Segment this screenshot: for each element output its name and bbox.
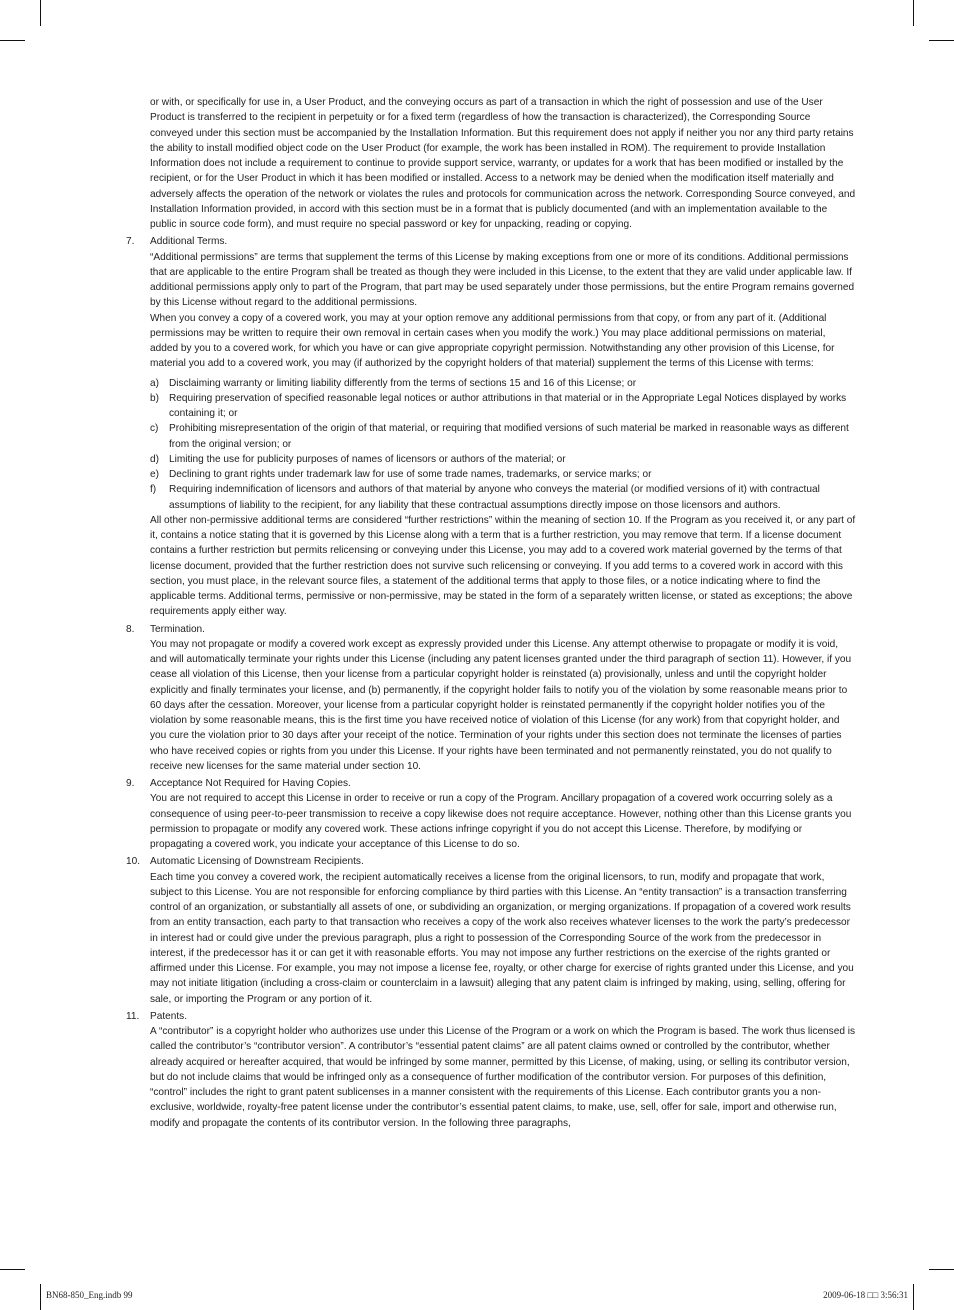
list-text: Declining to grant rights under trademark law for use of some trade names, trademarks, or service marks; or (169, 469, 652, 480)
list-item (150, 467, 856, 482)
section-10 (126, 854, 856, 1007)
section-number: 7. (126, 236, 135, 248)
section-paragraph: You may not propagate or modify a covered work except as expressly provided under this License. Any attempt otherwise to propagate or modify it is void, and will automatically terminate your rights under this License (including any patent licenses granted under the third paragraph of section 11). However, if you cease all violation of this License, then your license from a particular copyright holder is reinstated (a) provisionally, unless and until the copyright holder explicitly and finally terminates your license, and (b) permanently, if the copyright holder fails to notify you of the violation by some reasonable means prior to 60 days after the cessation. Moreover, your license from a particular copyright holder is reinstated permanently if the copyright holder notifies you of the violation by some reasonable means, this is the first time you have received notice of violation of this License (for any work) from that copyright holder, and you cure the violation prior to 30 days after your receipt of the notice. Termination of your rights under this section does not terminate the licenses of parties who have received copies or rights from you under this License. If your rights have been terminated and not permanently reinstated, you do not qualify to receive new licenses for the same material under section 10. (150, 638, 852, 772)
section-title: Termination. (150, 623, 205, 635)
footer-timestamp: 2009-06-18 □□ 3:56:31 (823, 1290, 908, 1300)
crop-mark (929, 40, 954, 41)
crop-mark (929, 1269, 954, 1270)
crop-mark (0, 40, 25, 41)
section-paragraph: Each time you convey a covered work, the recipient automatically receives a license from the original licensors, to run, modify and propagate that work, subject to this License. You are not responsible for enforcing compliance by third parties with this License. An “entity transaction” is a transaction transferring control of an organization, or substantially all assets of one, or subdividing an organization, or merging organizations. If propagation of a covered work results from an entity transaction, each party to that transaction who receives a copy of the work also receives whatever licenses to the work the party’s predecessor in interest had or could give under the previous paragraph, plus a right to possession of the Corresponding Source of the work from the predecessor in interest, if the predecessor has it or can get it with reasonable efforts. You may not impose any further restrictions on the exercise of the rights granted or affirmed under this License. For example, you may not impose a license fee, royalty, or other charge for exercise of rights granted under this License, and you may not initiate litigation (including a cross-claim or counterclaim in a lawsuit) alleging that any patent claim is infringed by making, using, selling, offering for sale, or importing the Program or any portion of it. (150, 871, 854, 1005)
section-paragraph: “Additional permissions” are terms that supplement the terms of this License by making exceptions from one or more of its conditions. Additional permissions that are applicable to the entire Program shall be treated as though they were included in this License, to the extent that they are valid under applicable law. If additional permissions apply only to part of the Program, that part may be used separately under those permissions, but the entire Program remains governed by this License without regard to the additional permissions. (150, 251, 855, 309)
list-text: Prohibiting misrepresentation of the origin of that material, or requiring that modified versions of such material be marked in reasonable ways as different from the original version; or (169, 423, 849, 450)
license-text (126, 95, 856, 1131)
section-paragraph: A “contributor” is a copyright holder who authorizes use under this License of the Program or a work on which the Program is based. The work thus licensed is called the contributor’s “contributor version”. A contributor’s “essential patent claims” are all patent claims owned or controlled by the contributor, whether already acquired or hereafter acquired, that would be infringed by some manner, permitted by this License, of making, using, or selling its contributor version, but do not include claims that would be infringed only as a consequence of further modification of the contributor version. For purposes of this definition, “control” includes the right to grant patent sublicenses in a manner consistent with the requirements of this License. Each contributor grants you a non-exclusive, worldwide, royalty-free patent license under the contributor’s essential patent claims, to make, use, sell, offer for sale, import and otherwise run, modify and propagate the contents of its contributor version. In the following three paragraphs, (150, 1026, 856, 1129)
section-title: Patents. (150, 1010, 188, 1022)
section-number: 9. (126, 778, 135, 789)
section-8 (126, 622, 856, 775)
intro-paragraph: or with, or specifically for use in, a User Product, and the conveying occurs as part of a transaction in which the right of possession and use of the User Product is transferred to the recipient in perpetuity or for a fixed term (regardless of how the transaction is characterized), the Corresponding Source conveyed under this section must be accompanied by the Installation Information. But this requirement does not apply if neither you nor any third party retains the ability to install modified object code on the User Product (for example, the work has been installed in ROM). The requirement to provide Installation Information does not include a requirement to continue to provide support service, warranty, or updates for a work that has been modified or installed by the recipient, or for the User Product in which it has been modified or installed. Access to a network may be denied when the modification itself materially and adversely affects the operation of the network or violates the rules and protocols for communication across the network. Corresponding Source conveyed, and Installation Information provided, in accord with this section must be in a format that is publicly documented (and with an implementation available to the public in source code form), and must require no special password or key for unpacking, reading or copying. (150, 97, 856, 230)
section-title: Automatic Licensing of Downstream Recipients. (150, 856, 364, 868)
list-item (150, 376, 856, 391)
crop-mark (40, 0, 41, 26)
list-letter: a) (150, 377, 159, 389)
crop-mark (913, 1284, 914, 1310)
list-item (150, 482, 856, 513)
crop-mark (0, 1269, 25, 1270)
list-letter: d) (150, 453, 159, 465)
list-letter: b) (150, 392, 159, 404)
section-paragraph: When you convey a copy of a covered work, you may at your option remove any additional permissions from that copy, or from any part of it. (Additional permissions may be written to require their own removal in certain cases when you modify the work.) You may place additional permissions on material, added by you to a covered work, for which you have or can give appropriate copyright permission. Notwithstanding any other provision of this License, for material you add to a covered work, you may (if authorized by the copyright holders of that material) supplement the terms of this License with terms: (150, 312, 835, 370)
section-number: 11. (126, 1010, 140, 1022)
section-paragraph: All other non-permissive additional terms are considered “further restrictions” within the meaning of section 10. If the Program as you received it, or any part of it, contains a notice stating that it is governed by this License along with a term that is a further restriction, you may remove that term. If a license document contains a further restriction but permits relicensing or conveying under this License, you may add to a covered work material governed by the terms of that license document, provided that the further restriction does not survive such relicensing or conveying. If you add terms to a covered work in accord with this section, you must place, in the relevant source files, a statement of the additional terms that apply to those files, or a notice indicating where to find the applicable terms. Additional terms, permissive or non-permissive, may be stated in the form of a separately written license, or stated as exceptions; the above requirements apply either way. (150, 514, 856, 618)
list-item (150, 421, 856, 452)
section-11 (126, 1009, 856, 1131)
footer-file-info: BN68-850_Eng.indb 99 (46, 1290, 133, 1300)
list-text: Disclaiming warranty or limiting liability differently from the terms of sections 15 and 16 of this License; or (169, 377, 637, 389)
crop-mark (913, 0, 914, 26)
list-item (150, 391, 856, 422)
section-number: 10. (126, 856, 141, 868)
list-letter: e) (150, 469, 159, 480)
crop-mark (40, 1284, 41, 1310)
sub-list (150, 376, 856, 513)
list-letter: c) (150, 423, 159, 435)
list-letter: f) (150, 484, 157, 496)
section-paragraph: You are not required to accept this License in order to receive or run a copy of the Program. Ancillary propagation of a covered work occurring solely as a consequence of using peer-to-peer transmission to receive a copy likewise does not require acceptance. However, nothing other than this License grants you permission to propagate or modify any covered work. These actions infringe copyright if you do not accept this License. Therefore, by modifying or propagating a covered work, you indicate your acceptance of this License to do so. (150, 793, 852, 850)
list-text: Requiring indemnification of licensors and authors of that material by anyone who conveys the material (or modified versions of it) with contractual assumptions of liability to the recipient, for any liability that these contractual assumptions directly impose on those licensors and authors. (169, 484, 820, 511)
list-text: Limiting the use for publicity purposes of names of licensors or authors of the material; or (169, 453, 566, 465)
list-item (150, 452, 856, 467)
section-7 (126, 234, 856, 619)
section-title: Additional Terms. (150, 236, 228, 248)
list-text: Requiring preservation of specified reasonable legal notices or author attributions in that material or in the Appropriate Legal Notices displayed by works containing it; or (169, 392, 847, 419)
section-9 (126, 776, 856, 852)
section-title: Acceptance Not Required for Having Copies. (150, 778, 351, 789)
section-number: 8. (126, 623, 135, 635)
